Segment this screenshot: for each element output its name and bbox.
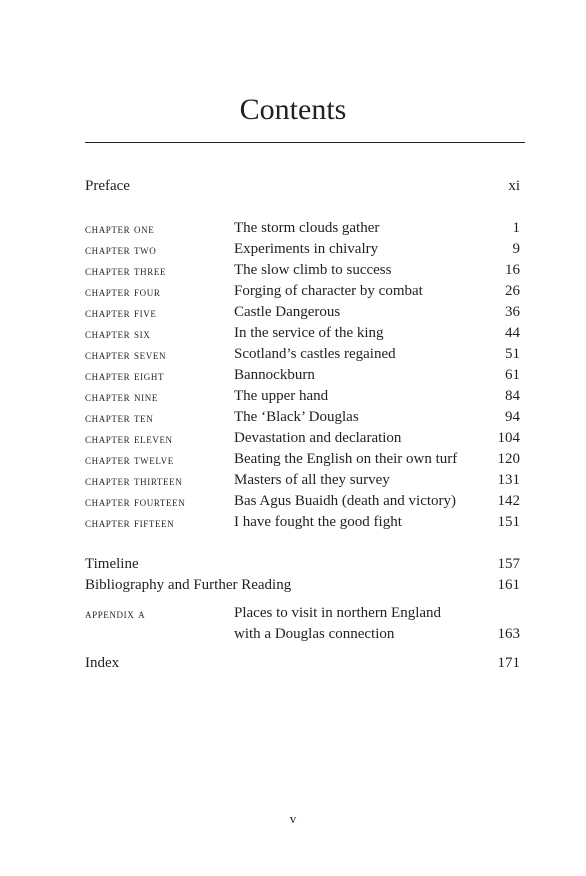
toc-entry-chapter[interactable] xyxy=(85,344,520,365)
toc-entry-chapter[interactable] xyxy=(85,491,520,512)
page-number: 16 xyxy=(505,262,520,278)
chapter-title: I have fought the good fight xyxy=(234,514,402,530)
toc-entry-chapter[interactable] xyxy=(85,470,520,491)
toc-entry-chapter[interactable] xyxy=(85,386,520,407)
page-number: 104 xyxy=(497,430,520,446)
appendix-title-line1: Places to visit in northern England xyxy=(234,605,442,621)
page-number: 142 xyxy=(497,493,520,509)
entry-title: Index xyxy=(85,655,120,671)
chapter-label: chapter seven xyxy=(85,347,167,362)
page-folio: v xyxy=(289,811,297,826)
toc-entry-preface[interactable] xyxy=(85,176,520,197)
chapter-label: chapter two xyxy=(85,242,157,257)
page-number: 151 xyxy=(497,514,520,530)
chapter-title: Forging of character by combat xyxy=(234,283,423,299)
toc-entry-appendix-continued[interactable] xyxy=(85,624,520,645)
chapter-title: Masters of all they survey xyxy=(234,472,390,488)
page-number: 84 xyxy=(505,388,520,404)
chapter-title: Bannockburn xyxy=(234,367,315,383)
chapter-label: chapter thirteen xyxy=(85,473,183,488)
chapter-label: chapter ten xyxy=(85,410,154,425)
chapter-title: The slow climb to success xyxy=(234,262,392,278)
page-number: 61 xyxy=(505,367,520,383)
toc-entry-appendix[interactable] xyxy=(85,603,520,624)
chapter-title: Scotland’s castles regained xyxy=(234,346,396,362)
toc-entry-chapter[interactable] xyxy=(85,407,520,428)
chapter-label: chapter one xyxy=(85,221,155,236)
page-number: 44 xyxy=(505,325,520,341)
chapter-label: chapter fifteen xyxy=(85,515,175,530)
chapter-label: chapter three xyxy=(85,263,167,278)
title-rule xyxy=(85,142,525,143)
chapter-label: chapter six xyxy=(85,326,151,341)
page-number: xi xyxy=(508,178,520,194)
page-number: 36 xyxy=(505,304,520,320)
entry-title: Bibliography and Further Reading xyxy=(85,577,292,593)
page-number: 9 xyxy=(512,241,520,257)
appendix-label: appendix a xyxy=(85,606,146,621)
chapter-label: chapter four xyxy=(85,284,161,299)
appendix-title-line2: with a Douglas connection xyxy=(234,626,395,642)
page-number: 1 xyxy=(512,220,520,236)
page-number: 51 xyxy=(505,346,520,362)
toc-entry-chapter[interactable] xyxy=(85,428,520,449)
chapter-label: chapter nine xyxy=(85,389,158,404)
toc-entry-chapter[interactable] xyxy=(85,260,520,281)
page-number: 157 xyxy=(497,556,520,572)
toc-entry-chapter[interactable] xyxy=(85,281,520,302)
chapter-title: In the service of the king xyxy=(234,325,384,341)
page-number: 171 xyxy=(497,655,520,671)
chapter-title: The ‘Black’ Douglas xyxy=(234,409,359,425)
toc-entry-chapter[interactable] xyxy=(85,323,520,344)
chapter-label: chapter fourteen xyxy=(85,494,186,509)
entry-title: Timeline xyxy=(85,556,139,572)
chapter-label: chapter eleven xyxy=(85,431,173,446)
toc-entry-index[interactable] xyxy=(85,653,520,674)
toc-entry-chapter[interactable] xyxy=(85,239,520,260)
toc-entry-timeline[interactable] xyxy=(85,554,520,575)
page-number: 94 xyxy=(505,409,520,425)
chapter-label: chapter eight xyxy=(85,368,165,383)
page-number: 131 xyxy=(497,472,520,488)
page-number: 163 xyxy=(497,626,520,642)
chapter-title: Castle Dangerous xyxy=(234,304,341,320)
page-title: Contents xyxy=(239,93,347,126)
toc-entry-chapter[interactable] xyxy=(85,449,520,470)
page-number: 26 xyxy=(505,283,520,299)
page-number: 161 xyxy=(497,577,520,593)
toc-entry-chapter[interactable] xyxy=(85,302,520,323)
toc-entry-chapter[interactable] xyxy=(85,218,520,239)
toc-entry-bibliography[interactable] xyxy=(85,575,520,596)
chapter-label: chapter twelve xyxy=(85,452,174,467)
toc-entry-chapter[interactable] xyxy=(85,365,520,386)
chapter-label: chapter five xyxy=(85,305,157,320)
entry-title: Preface xyxy=(85,178,130,194)
chapter-title: The upper hand xyxy=(234,388,329,404)
chapter-title: Experiments in chivalry xyxy=(234,241,379,257)
page-number: 120 xyxy=(497,451,520,467)
chapter-title: Bas Agus Buaidh (death and victory) xyxy=(234,493,457,509)
chapter-title: Beating the English on their own turf xyxy=(234,451,458,467)
toc-entry-chapter[interactable] xyxy=(85,512,520,533)
chapter-title: Devastation and declaration xyxy=(234,430,402,446)
chapter-title: The storm clouds gather xyxy=(234,220,380,236)
